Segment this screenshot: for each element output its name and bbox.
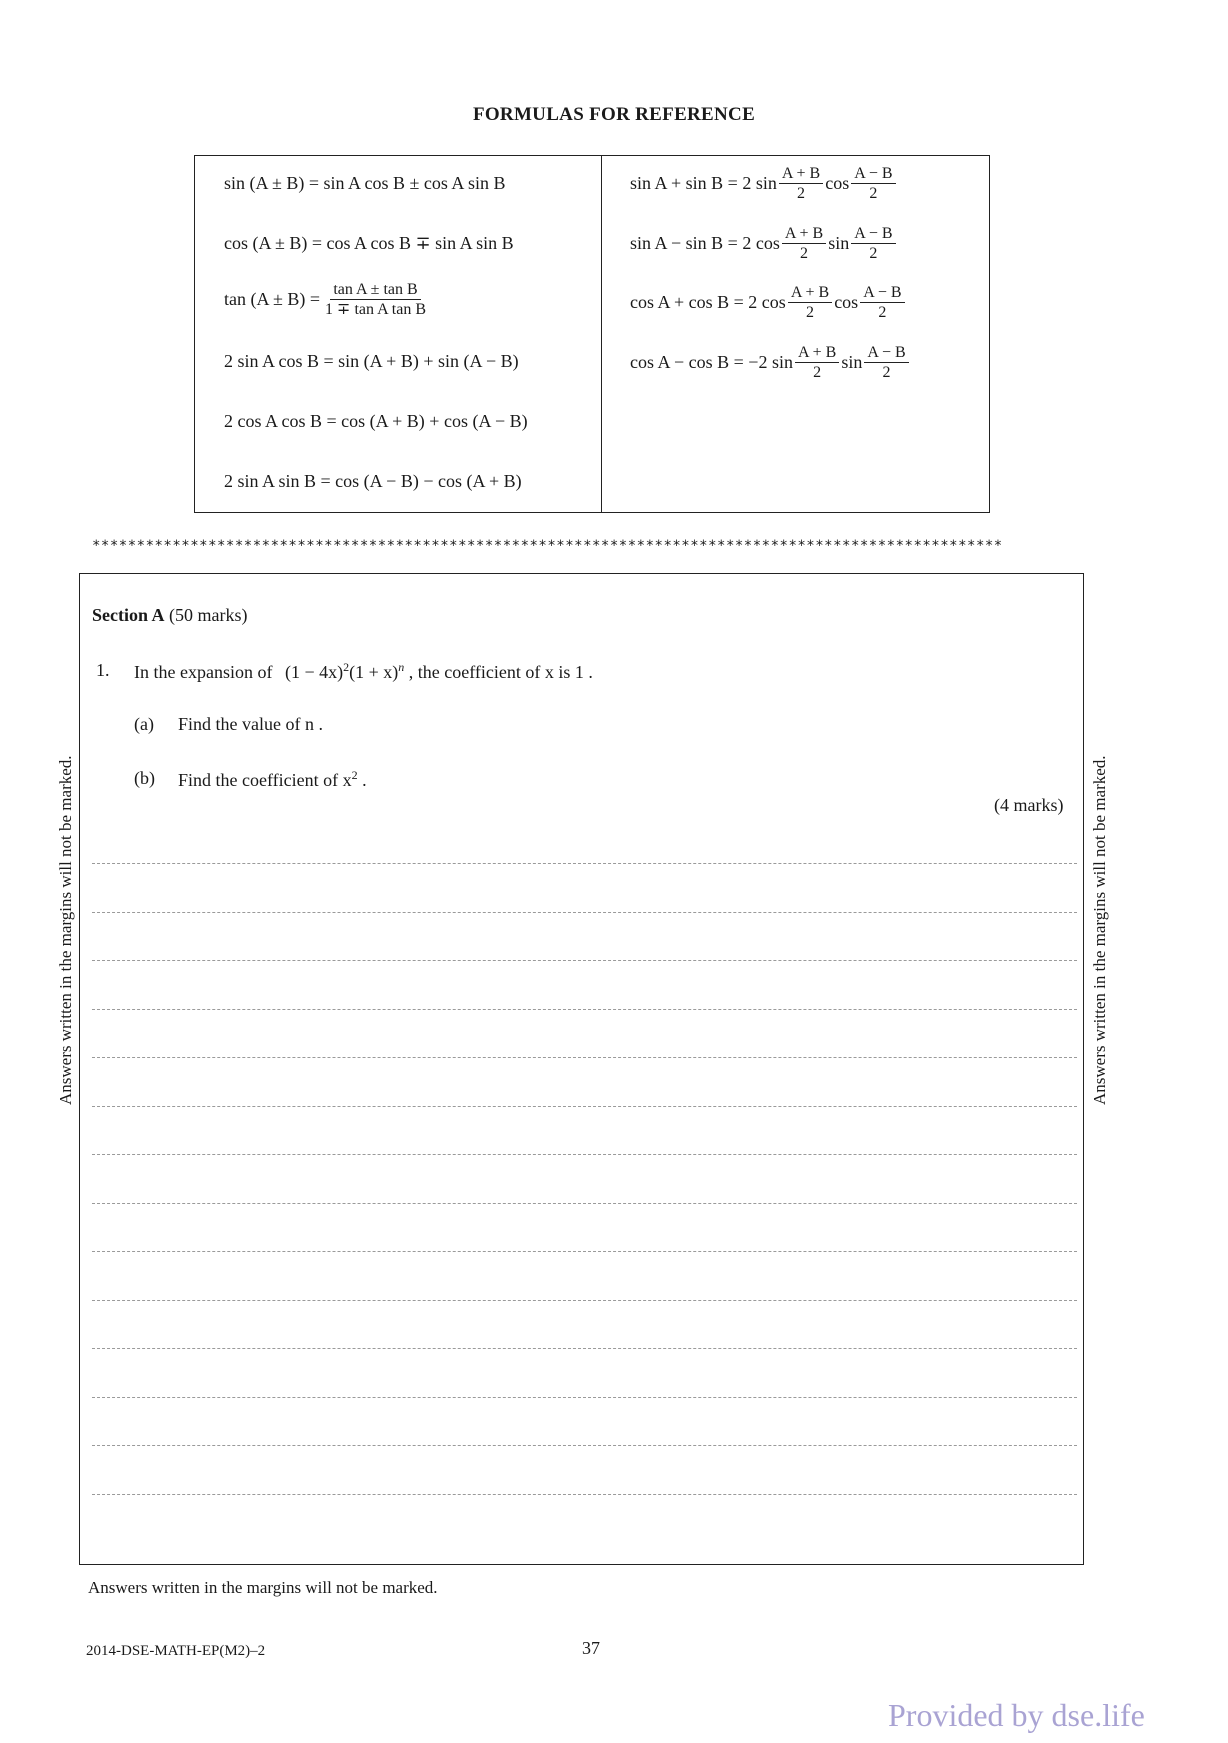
formula-lhs: sin A + sin B = 2 sin [630, 173, 777, 193]
formula-mid: cos [825, 173, 850, 193]
answer-line[interactable] [92, 1300, 1077, 1301]
formula-cos-plus-cos [630, 283, 907, 322]
stem-post: , the coefficient of x is 1 . [408, 662, 593, 682]
numerator: A − B [851, 224, 895, 244]
formula-cos-minus-cos [630, 343, 911, 382]
answer-line[interactable] [92, 1057, 1077, 1058]
formula-2sincos: 2 sin A cos B = sin (A + B) + sin (A − B) [224, 351, 519, 371]
formula-lhs: cos A + cos B = 2 cos [630, 292, 786, 312]
denominator: 2 [813, 364, 822, 381]
fraction [795, 343, 839, 382]
separator-stars: ****************************************************************************************************** [92, 538, 1003, 554]
answer-line[interactable] [92, 1009, 1077, 1010]
fraction [851, 164, 895, 203]
formula-cos-sum: cos (A ± B) = cos A cos B ∓ sin A sin B [224, 233, 514, 253]
tan-denominator: 1 ∓ tan A tan B [325, 301, 426, 318]
formula-2sinsin: 2 sin A sin B = cos (A − B) − cos (A + B) [224, 471, 522, 491]
denominator: 2 [869, 245, 878, 262]
formula-tan-sum [224, 280, 431, 319]
answer-line[interactable] [92, 1251, 1077, 1252]
formula-lhs: sin A − sin B = 2 cos [630, 233, 780, 253]
denominator: 2 [806, 304, 814, 321]
section-heading [92, 605, 248, 626]
answer-line[interactable] [92, 1154, 1077, 1155]
numerator: A − B [860, 283, 904, 303]
fraction [779, 164, 823, 203]
answer-line[interactable] [92, 1397, 1077, 1398]
answer-line[interactable] [92, 1494, 1077, 1495]
exponent-n: n [398, 660, 405, 674]
denominator: 2 [882, 364, 891, 381]
part-b-exponent: 2 [351, 768, 358, 782]
section-title: Section A [92, 605, 165, 625]
question-marks: (4 marks) [994, 795, 1064, 815]
formula-mid: sin [841, 352, 863, 372]
denominator: 2 [797, 185, 806, 202]
formula-mid: cos [834, 292, 859, 312]
exponent: 2 [343, 660, 350, 674]
denominator: 2 [800, 245, 809, 262]
paper-code: 2014-DSE-MATH-EP(M2)–2 [86, 1643, 266, 1659]
provided-by-watermark[interactable]: Provided by dse.life [888, 1697, 1145, 1733]
page-number: 37 [582, 1638, 600, 1658]
answer-line[interactable] [92, 1348, 1077, 1349]
formula-sin-minus-sin [630, 224, 898, 263]
answer-line[interactable] [92, 863, 1077, 864]
answer-line[interactable] [92, 1203, 1077, 1204]
fraction [860, 283, 904, 322]
expression: (1 − 4x) [284, 662, 344, 682]
numerator: A + B [795, 343, 839, 363]
answer-line[interactable] [92, 1106, 1077, 1107]
part-b-stem: Find the coefficient of x [178, 770, 352, 790]
margin-note-right: Answers written in the margins will not be marked. [1090, 755, 1109, 1105]
footer-note: Answers written in the margins will not be marked. [88, 1578, 438, 1597]
formula-mid: sin [828, 233, 850, 253]
margin-note-left: Answers written in the margins will not be marked. [56, 755, 75, 1105]
section-marks: (50 marks) [169, 605, 248, 625]
tan-fraction [322, 280, 429, 319]
part-a-text: Find the value of n . [178, 714, 323, 734]
fraction [851, 224, 895, 263]
expression-2: (1 + x) [349, 662, 399, 682]
part-a-label: (a) [134, 714, 154, 734]
question-number: 1. [96, 660, 110, 680]
answer-line[interactable] [92, 960, 1077, 961]
tan-lhs: tan (A ± B) = [224, 289, 321, 309]
numerator: A − B [864, 343, 908, 363]
fraction [788, 283, 832, 322]
numerator: A + B [782, 224, 826, 244]
formula-box [194, 155, 990, 513]
answer-line[interactable] [92, 1445, 1077, 1446]
tan-numerator: tan A ± tan B [330, 280, 420, 300]
numerator: A + B [788, 283, 832, 303]
fraction [782, 224, 826, 263]
formula-sin-sum: sin (A ± B) = sin A cos B ± cos A sin B [224, 173, 506, 193]
part-b-text: Find the coefficient of $x^2$ . [178, 768, 367, 790]
denominator: 2 [878, 304, 887, 321]
page-title: FORMULAS FOR REFERENCE [472, 104, 756, 125]
question-stem [134, 660, 593, 683]
stem-pre: In the expansion of [134, 662, 273, 682]
numerator: A − B [851, 164, 895, 184]
formula-lhs: cos A − cos B = −2 sin [630, 352, 793, 372]
answer-line[interactable] [92, 912, 1077, 913]
fraction [864, 343, 908, 382]
formula-2coscos: 2 cos A cos B = cos (A + B) + cos (A − B) [224, 411, 528, 431]
formula-sin-plus-sin [630, 164, 898, 203]
part-b-label: (b) [134, 768, 155, 788]
formula-divider [601, 155, 602, 513]
denominator: 2 [869, 185, 878, 202]
numerator: A + B [779, 164, 823, 184]
